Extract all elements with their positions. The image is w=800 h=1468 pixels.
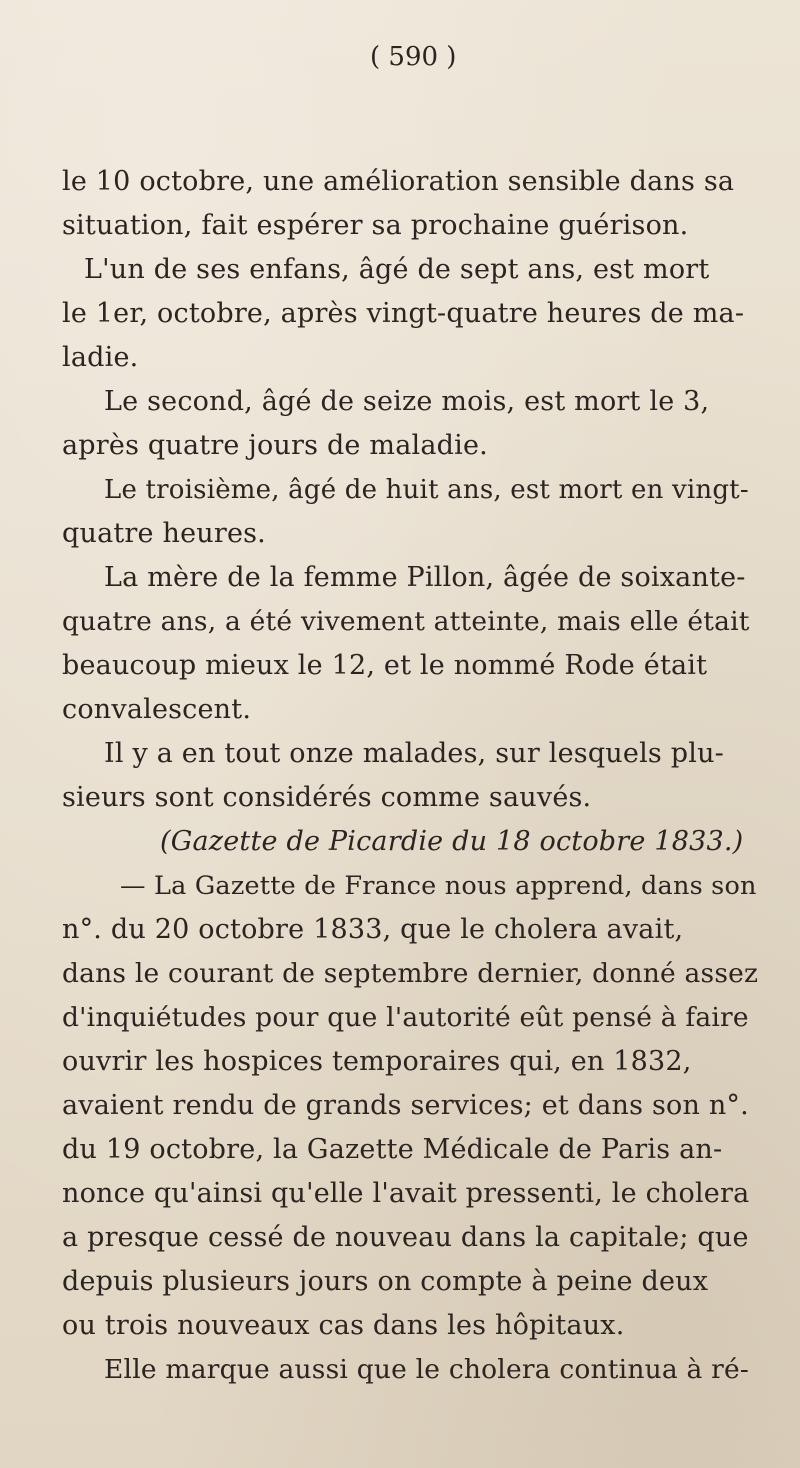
text-line: après quatre jours de maladie.	[62, 430, 488, 461]
text-line: quatre heures.	[62, 518, 266, 549]
text-line: L'un de ses enfans, âgé de sept ans, est mort	[84, 254, 710, 285]
text-line: n°. du 20 octobre 1833, que le cholera avait,	[62, 914, 684, 945]
text-line: Le second, âgé de seize mois, est mort le 3,	[104, 386, 710, 417]
text-line: depuis plusieurs jours on compte à peine deux	[62, 1266, 709, 1297]
text-line: Le troisième, âgé de huit ans, est mort en vingt-	[104, 475, 749, 505]
text-line: — La Gazette de France nous apprend, dans son	[120, 871, 757, 901]
text-line: le 1er, octobre, après vingt-quatre heures de ma-	[62, 298, 745, 329]
text-line: ou trois nouveaux cas dans les hôpitaux.	[62, 1310, 625, 1341]
text-line: ouvrir les hospices temporaires qui, en 1832,	[62, 1046, 692, 1077]
text-line: sieurs sont considérés comme sauvés.	[62, 782, 592, 813]
text-line: Il y a en tout onze malades, sur lesquels plu-	[104, 738, 724, 769]
text-line: quatre ans, a été vivement atteinte, mais elle était	[62, 606, 750, 637]
text-line: Elle marque aussi que le cholera continua à ré-	[104, 1354, 749, 1385]
text-line: le 10 octobre, une amélioration sensible dans sa	[62, 166, 735, 197]
text-line: a presque cessé de nouveau dans la capitale; que	[62, 1222, 749, 1253]
text-line: nonce qu'ainsi qu'elle l'avait pressenti, le cholera	[62, 1178, 750, 1209]
page-number: ( 590 )	[370, 42, 457, 72]
text-line: La mère de la femme Pillon, âgée de soixante-	[104, 562, 746, 593]
text-line: avaient rendu de grands services; et dans son n°.	[62, 1090, 749, 1121]
text-line: ladie.	[62, 342, 139, 373]
text-line: d'inquiétudes pour que l'autorité eût pensé à faire	[62, 1002, 749, 1033]
citation-line: (Gazette de Picardie du 18 octobre 1833.)	[160, 826, 744, 857]
text-line: beaucoup mieux le 12, et le nommé Rode était	[62, 650, 708, 681]
text-line: dans le courant de septembre dernier, donné assez	[62, 958, 759, 989]
text-line: du 19 octobre, la Gazette Médicale de Paris an-	[62, 1134, 723, 1165]
text-line: situation, fait espérer sa prochaine guérison.	[62, 210, 689, 241]
text-line: convalescent.	[62, 694, 252, 725]
